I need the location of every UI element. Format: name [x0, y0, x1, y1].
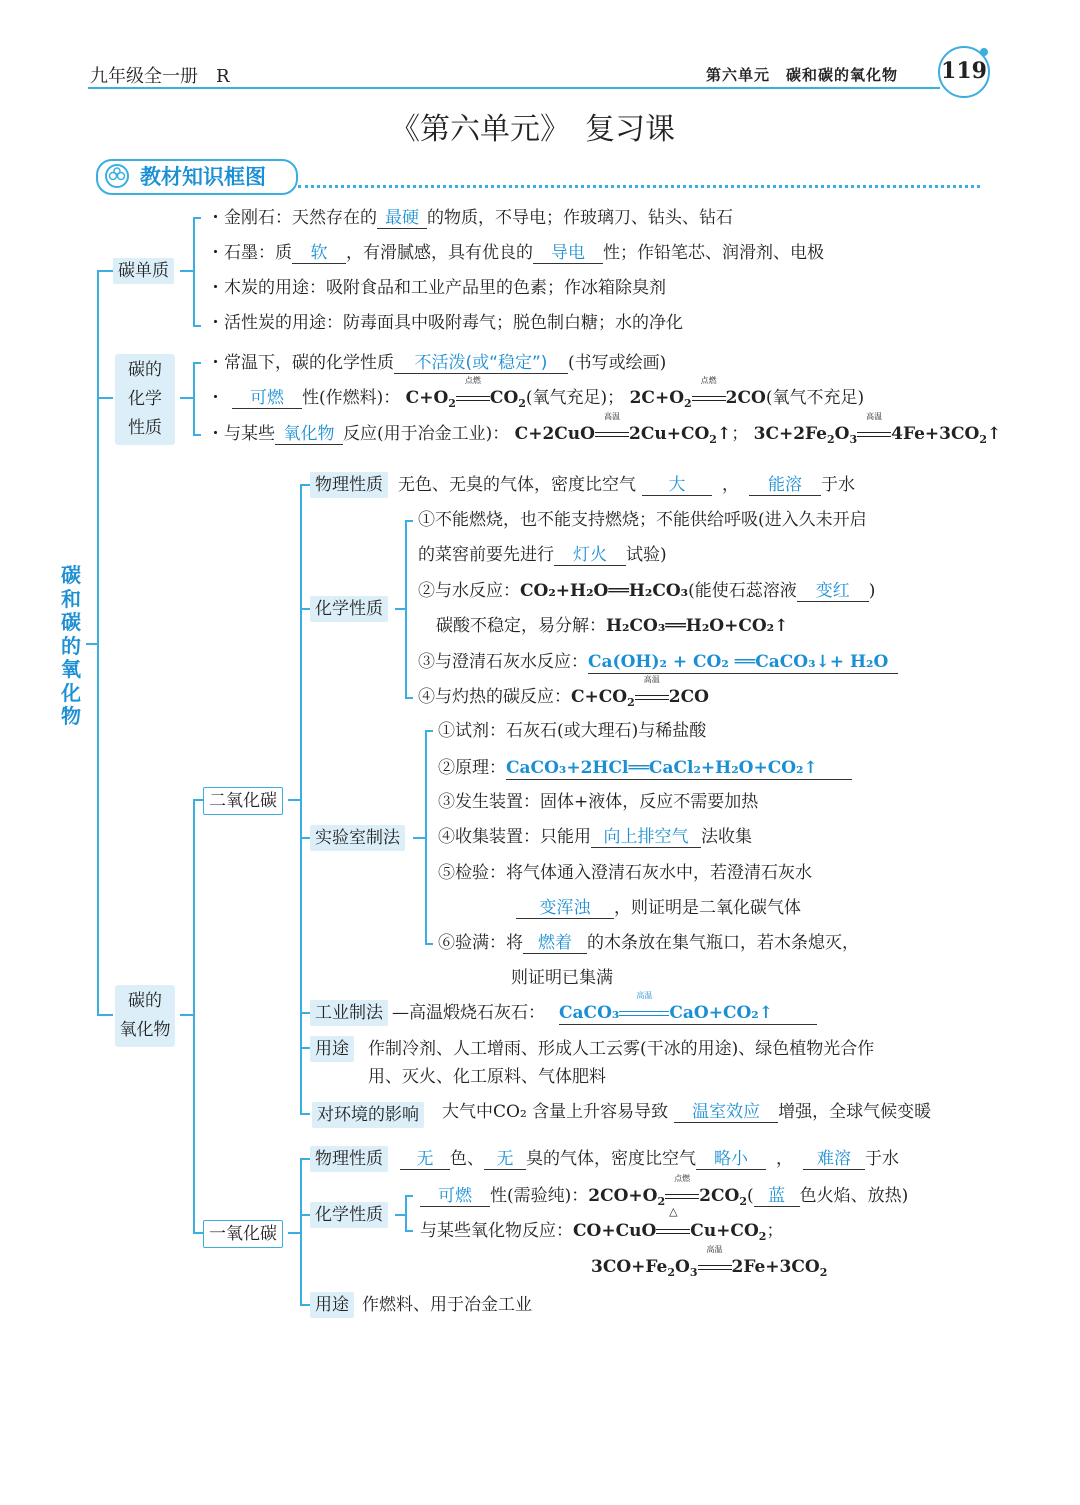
co2-lab-3: ③发生装置：固体+液体，反应不需要加热 [438, 792, 759, 812]
branch-c2 [97, 397, 113, 399]
answer-co-color: 无 [400, 1149, 450, 1170]
answer-lamp-test: 灯火 [554, 545, 626, 566]
page-number-dot [980, 48, 988, 56]
bracket-stub [180, 397, 193, 399]
answer-co-density: 略小 [696, 1149, 766, 1170]
header-grade: 九年级全一册 R [90, 66, 230, 87]
co-branch-line [300, 1158, 302, 1304]
co-use-label: 用途 [310, 1292, 354, 1318]
co2-stub [300, 1113, 310, 1115]
co2-use-2: 用、灭火、化工原料、气体肥料 [368, 1067, 606, 1087]
bracket-carbon-element [193, 217, 195, 325]
answer-greenhouse: 温室效应 [674, 1102, 778, 1123]
co-chem-label: 化学性质 [310, 1202, 388, 1228]
bracket-stub [193, 362, 201, 364]
oxides-branch-line [193, 799, 195, 1232]
section-label: 教材知识框图 [140, 165, 266, 189]
co2-stub [300, 1047, 310, 1049]
carbon-oxide-line: ・与某些 氧化物 反应(用于冶金工业)： C+2CuO 高温 $2Cu+CO_2↑$； $3C+2Fe_2O_3$ 高温 $4Fe+3CO_2↑$ [207, 412, 1002, 446]
header-edition: R [216, 66, 230, 87]
co2-lab-6: ⑥验满：将 燃着 的木条放在集气瓶口，若木条熄灭， [438, 933, 859, 953]
answer-co2-density: 大 [642, 475, 712, 496]
co2-lab-5b: 变浑浊 ，则证明是二氧化碳气体 [516, 897, 801, 919]
answer-co2-solubility: 能溶 [749, 475, 821, 496]
co2-lab-1: ①试剂：石灰石(或大理石)与稀盐酸 [438, 721, 707, 741]
co2-use-1: 作制冷剂、人工增雨、形成人工云雾(干冰的用途)、绿色植物光合作 [368, 1039, 875, 1059]
carbon-oxides-label: 碳的 氧化物 [115, 985, 175, 1047]
co2-chem-bracket [405, 520, 407, 697]
co-chem-1: 可燃 性(需验纯)：$2CO+O_2$ 点燃 $2CO_2$( 蓝 色火焰、放热) [420, 1185, 908, 1213]
answer-combustible: 可燃 [232, 388, 302, 409]
header-rule [88, 87, 940, 89]
answer-graphite-soft: 软 [292, 243, 346, 264]
co2-chem-2: ②与水反应：CO₂+H₂O══H₂CO₃(能使石蕊溶液 变红 ) [418, 581, 876, 601]
branch-c1 [97, 270, 113, 272]
answer-industry-eq: CaCO₃ 高温 CaO+CO₂↑ [559, 1002, 817, 1025]
page-title: 《第六单元》 复习课 [390, 112, 675, 147]
section-dotted-rule [298, 185, 980, 188]
co2-lab-2: ②原理：CaCO₃+2HCl══CaCl₂+H₂O+CO₂↑ [438, 757, 852, 780]
graphite-line: ・石墨：质 软 ，有滑腻感，具有优良的 导电 性；作铅笔芯、润滑剂、电极 [207, 243, 824, 263]
co2-stub [288, 799, 300, 801]
answer-oxide: 氧化物 [275, 424, 343, 445]
co-chem-3: $3CO+Fe_2O_3$ 高温 $2Fe+3CO_2$ [591, 1245, 828, 1279]
oxides-stub-co [193, 1232, 203, 1234]
co2-chem-1a: ①不能燃烧，也不能支持燃烧；不能供给呼吸(进入久未开启 [418, 510, 867, 530]
branch-c3 [97, 1014, 113, 1016]
co2-phys-line: 无色、无臭的气体，密度比空气 大 ， 能溶 于水 [398, 475, 855, 495]
answer-turbid: 变浑浊 [516, 898, 614, 919]
bracket-stub [405, 1230, 413, 1232]
answer-limewater-eq: Ca(OH)₂ + CO₂ ══CaCO₃↓+ H₂O [588, 651, 898, 674]
answer-co-combustible: 可燃 [420, 1186, 490, 1207]
bracket-stub [405, 520, 413, 522]
co2-use-label: 用途 [310, 1036, 354, 1062]
diamond-line: ・金刚石：天然存在的 最硬 的物质，不导电；作玻璃刀、钻头、钻石 [207, 208, 733, 228]
answer-burning: 燃着 [523, 933, 587, 954]
answer-carbon-stable: 不活泼(或“稳定”) [394, 353, 568, 374]
co-phys-line: 无 色、 无 臭的气体，密度比空气 略小 ， 难溶 于水 [400, 1148, 899, 1170]
co2-industry-label: 工业制法 [310, 1000, 388, 1026]
root-branch-line [97, 270, 99, 1015]
co2-lab-6b: 则证明已集满 [511, 968, 613, 988]
answer-collection: 向上排空气 [591, 827, 701, 848]
co2-lab-label: 实验室制法 [310, 825, 405, 851]
oxides-stub-co2 [193, 799, 203, 801]
answer-co-odor: 无 [484, 1149, 526, 1170]
co-stub [300, 1214, 310, 1216]
bracket-stub [425, 943, 433, 945]
co2-chem-3: ③与澄清石灰水反应：Ca(OH)₂ + CO₂ ══CaCO₃↓+ H₂O [418, 651, 898, 674]
answer-flame-color: 蓝 [754, 1186, 800, 1207]
bracket-stub [193, 325, 201, 327]
co2-lab-bracket [425, 730, 427, 943]
carbon-chem-label: 碳的 化学 性质 [115, 354, 175, 445]
carbon-combustion-line: ・ 可燃 性(作燃料)： $C+O_2$ 点燃 $CO_2$(氧气充足)； $2C+O_2$ 点燃 2CO(氧气不充足) [207, 376, 865, 410]
bracket-stub [405, 697, 413, 699]
bracket-stub [193, 217, 201, 219]
co2-lab-4: ④收集装置：只能用 向上排空气 法收集 [438, 827, 752, 847]
carbon-element-label: 碳单质 [113, 258, 174, 284]
answer-co-solubility: 难溶 [803, 1149, 865, 1170]
co-chem-2: 与某些氧化物反应：CO+CuO △ $Cu+CO_2$； [420, 1205, 784, 1243]
co2-chem-2b: 碳酸不稳定，易分解：H₂CO₃══H₂O+CO₂↑ [436, 616, 789, 636]
bracket-stub [405, 1195, 413, 1197]
root-stub [86, 643, 97, 645]
co2-env-line: 大气中CO₂ 含量上升容易导致 温室效应 增强，全球气候变暖 [442, 1102, 932, 1122]
co-phys-label: 物理性质 [310, 1146, 388, 1172]
co2-chem-4: ④与灼热的碳反应：$C+CO_2$ 高温 2CO [418, 675, 709, 709]
oxides-stub [180, 1014, 193, 1016]
co2-env-label: 对环境的影响 [312, 1102, 424, 1128]
root-label: 碳和碳的氧化物 [61, 563, 81, 728]
co-use-line: 作燃料、用于冶金工业 [362, 1295, 532, 1315]
header-unit: 第六单元 碳和碳的氧化物 [706, 66, 899, 84]
co2-chem-label: 化学性质 [310, 596, 388, 622]
answer-litmus: 变红 [797, 581, 869, 602]
section-icon [102, 163, 132, 189]
co2-branch-line [300, 484, 302, 1113]
co2-stub [300, 484, 310, 486]
answer-lab-principle: CaCO₃+2HCl══CaCl₂+H₂O+CO₂↑ [506, 757, 852, 780]
bracket-stub [395, 608, 405, 610]
co-chem-bracket [405, 1195, 407, 1230]
co2-stub [300, 608, 310, 610]
page-number: 119 [941, 58, 987, 84]
co-stub [300, 1304, 310, 1306]
bracket-stub [413, 837, 425, 839]
co-label: 一氧化碳 [203, 1220, 283, 1248]
answer-diamond: 最硬 [377, 208, 427, 229]
bracket-stub [193, 434, 201, 436]
co2-stub [300, 837, 310, 839]
bracket-stub [180, 270, 193, 272]
bracket-stub [425, 730, 433, 732]
co2-label: 二氧化碳 [203, 787, 283, 815]
bracket-carbon-chem [193, 362, 195, 434]
co2-industry-line: —高温煅烧石灰石： CaCO₃ 高温 CaO+CO₂↑ [392, 1002, 817, 1025]
co2-phys-label: 物理性质 [310, 472, 388, 498]
charcoal-line: ・木炭的用途：吸附食品和工业产品里的色素；作冰箱除臭剂 [207, 278, 666, 298]
answer-graphite-conduct: 导电 [533, 243, 603, 264]
co-stub [300, 1158, 310, 1160]
carbon-stable-line: ・常温下，碳的化学性质 不活泼(或“稳定”) (书写或绘画) [207, 353, 667, 373]
bracket-stub [395, 1214, 405, 1216]
co2-lab-5a: ⑤检验：将气体通入澄清石灰水中，若澄清石灰水 [438, 863, 812, 883]
co-stub [288, 1232, 300, 1234]
co2-stub [300, 1012, 310, 1014]
co2-chem-1b: 的菜窖前要先进行 灯火 试验) [418, 545, 667, 565]
activated-carbon-line: ・活性炭的用途：防毒面具中吸附毒气；脱色制白糖；水的净化 [207, 313, 683, 333]
